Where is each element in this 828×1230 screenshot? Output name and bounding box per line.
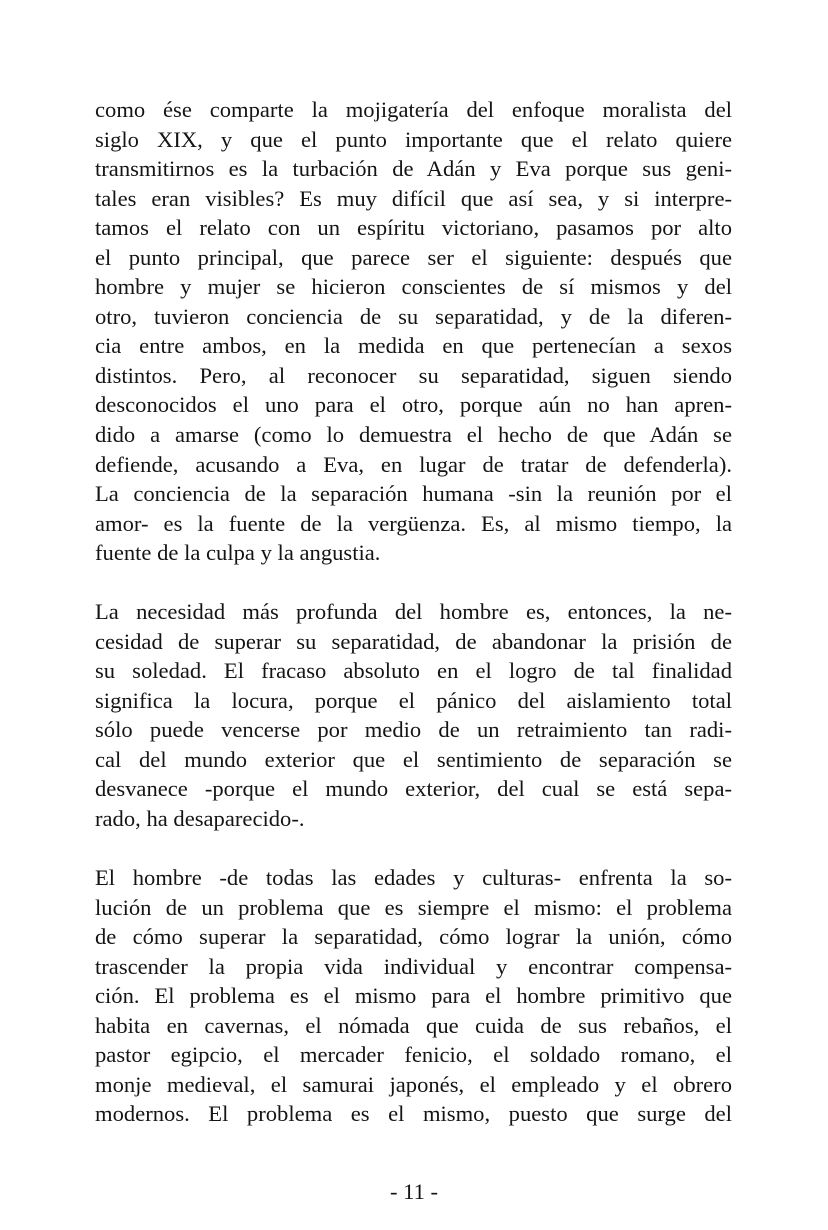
text-line: rado, ha desaparecido-.	[95, 805, 305, 831]
text-line: defiende, acusando a Eva, en lugar de tratar de defenderla).	[95, 451, 732, 477]
text-line: el punto principal, que parece ser el siguiente: después que	[95, 244, 732, 270]
text-line: modernos. El problema es el mismo, puesto que surge del	[95, 1101, 732, 1127]
text-line: fuente de la culpa y la angustia.	[95, 540, 381, 566]
text-line: habita en cavernas, el nómada que cuida de sus rebaños, el	[95, 1012, 732, 1038]
text-line: transmitirnos es la turbación de Adán y Eva porque sus geni-	[95, 156, 732, 182]
text-line: dido a amarse (como lo demuestra el hecho de que Adán se	[95, 422, 732, 448]
text-line: como ése comparte la mojigatería del enfoque moralista del	[95, 97, 732, 122]
text-line: monje medieval, el samurai japonés, el empleado y el obrero	[95, 1071, 732, 1097]
text-line: cal del mundo exterior que el sentimiento de separación se	[95, 746, 732, 772]
text-line: tamos el relato con un espíritu victoriano, pasamos por alto	[95, 215, 732, 241]
text-line: El hombre -de todas las edades y culturas- enfrenta la so-	[95, 865, 732, 890]
text-line: desconocidos el uno para el otro, porque aún no han apren-	[95, 392, 732, 418]
text-line: trascender la propia vida individual y encontrar compensa-	[95, 953, 732, 979]
text-line: pastor egipcio, el mercader fenicio, el soldado romano, el	[95, 1042, 732, 1068]
text-line: distintos. Pero, al reconocer su separatidad, siguen siendo	[95, 362, 732, 388]
text-line: tales eran visibles? Es muy difícil que así sea, y si interpre-	[95, 185, 732, 211]
paragraph-2	[95, 597, 732, 833]
text-line: amor- es la fuente de la vergüenza. Es, al mismo tiempo, la	[95, 510, 732, 536]
paragraph-1	[95, 95, 732, 568]
page-number: - 11 -	[389, 1179, 439, 1204]
text-line: La necesidad más profunda del hombre es, entonces, la ne-	[95, 599, 732, 624]
text-line: lución de un problema que es siempre el mismo: el problema	[95, 894, 732, 920]
text-line: significa la locura, porque el pánico del aislamiento total	[95, 687, 732, 713]
text-line: La conciencia de la separación humana -sin la reunión por el	[95, 481, 732, 507]
text-line: otro, tuvieron conciencia de su separatidad, y de la diferen-	[95, 303, 732, 329]
text-line: cia entre ambos, en la medida en que pertenecían a sexos	[95, 333, 732, 359]
text-line: siglo XIX, y que el punto importante que el relato quiere	[95, 126, 732, 152]
text-line: sólo puede vencerse por medio de un retraimiento tan radi-	[95, 717, 732, 743]
text-line: cesidad de superar su separatidad, de abandonar la prisión de	[95, 628, 732, 654]
text-line: ción. El problema es el mismo para el hombre primitivo que	[95, 983, 732, 1009]
text-line: desvanece -porque el mundo exterior, del cual se está sepa-	[95, 776, 732, 802]
text-line: hombre y mujer se hicieron conscientes de sí mismos y del	[95, 274, 732, 300]
paragraph-3	[95, 863, 732, 1129]
text-line: de cómo superar la separatidad, cómo lograr la unión, cómo	[95, 924, 732, 950]
text-line: su soledad. El fracaso absoluto en el logro de tal finalidad	[95, 658, 732, 684]
